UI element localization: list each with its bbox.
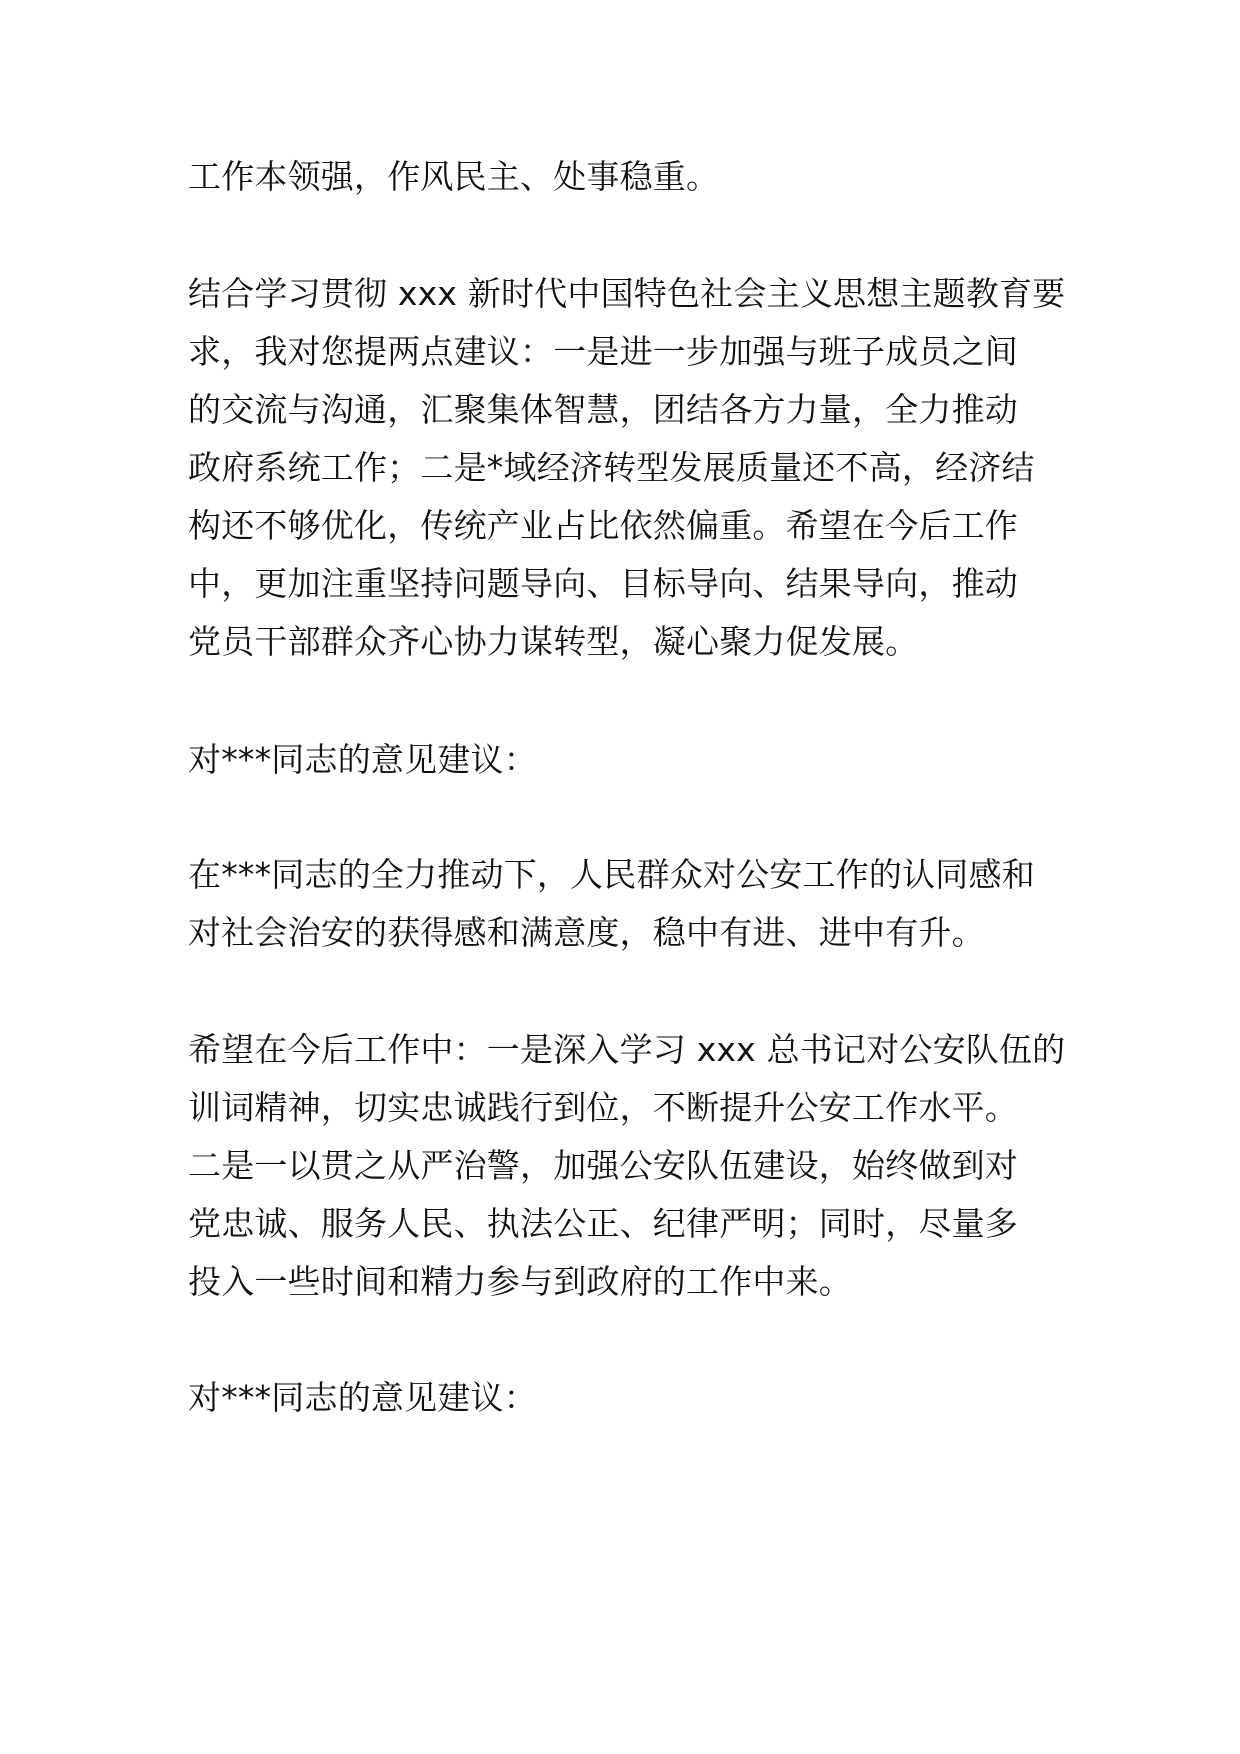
text-line: 的交流与沟通，汇聚集体智慧，团结各方力量，全力推动 bbox=[188, 390, 1018, 429]
text-line: 结合学习贯彻 xxx 新时代中国特色社会主义思想主题教育要 bbox=[188, 274, 1066, 313]
text-line: 希望在今后工作中：一是深入学习 xxx 总书记对公安队伍的 bbox=[188, 1030, 1066, 1069]
text-line: 党员干部群众齐心协力谋转型，凝心聚力促发展。 bbox=[188, 622, 919, 661]
section-heading: 对***同志的意见建议： bbox=[188, 740, 537, 779]
text-line: 投入一些时间和精力参与到政府的工作中来。 bbox=[188, 1262, 852, 1301]
text-line: 政府系统工作；二是*域经济转型发展质量还不高，经济结 bbox=[188, 448, 1035, 487]
text-line: 党忠诚、服务人民、执法公正、纪律严明；同时，尽量多 bbox=[188, 1204, 1018, 1243]
text-line: 对社会治安的获得感和满意度，稳中有进、进中有升。 bbox=[188, 913, 985, 952]
section-heading: 对***同志的意见建议： bbox=[188, 1378, 537, 1417]
text-line: 工作本领强，作风民主、处事稳重。 bbox=[188, 157, 720, 196]
text-line: 训词精神，切实忠诚践行到位，不断提升公安工作水平。 bbox=[188, 1088, 1018, 1127]
text-line: 在***同志的全力推动下，人民群众对公安工作的认同感和 bbox=[188, 855, 1035, 894]
text-line: 中，更加注重坚持问题导向、目标导向、结果导向，推动 bbox=[188, 564, 1018, 603]
text-line: 二是一以贯之从严治警，加强公安队伍建设，始终做到对 bbox=[188, 1146, 1018, 1185]
text-line: 构还不够优化，传统产业占比依然偏重。希望在今后工作 bbox=[188, 506, 1018, 545]
text-line: 求，我对您提两点建议：一是进一步加强与班子成员之间 bbox=[188, 332, 1018, 371]
